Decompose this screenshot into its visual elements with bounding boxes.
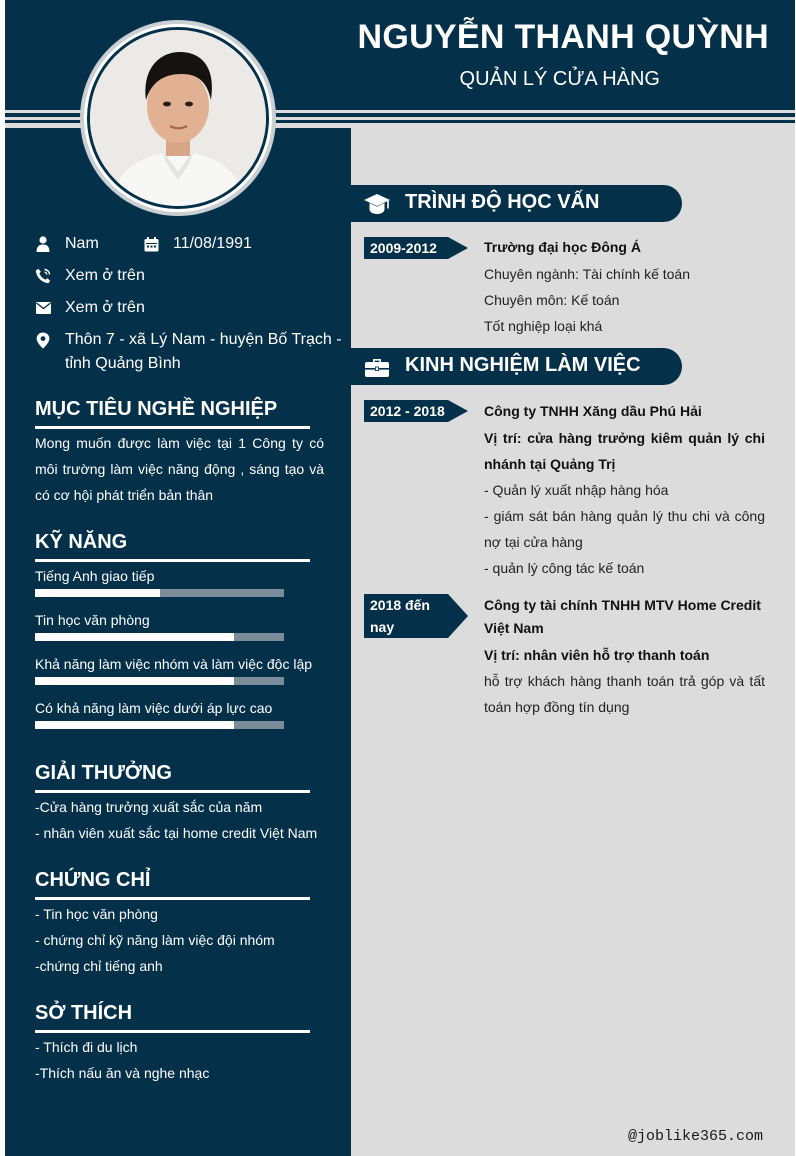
address-row (35, 328, 342, 376)
hobby-item: -Thích nấu ăn và nghe nhạc (35, 1065, 210, 1081)
person-icon (35, 232, 51, 256)
phone-icon (35, 264, 51, 288)
skills-divider (35, 559, 310, 562)
birthdate-value: 11/08/1991 (173, 235, 252, 252)
experience-entry (484, 400, 765, 581)
skill-bar-fill (35, 721, 234, 729)
address-value (65, 328, 342, 376)
certificates-divider (35, 897, 310, 900)
map-pin-icon (35, 328, 51, 352)
job-duty: hỗ trợ khách hàng thanh toán trả góp và tất toán hợp đồng tín dụng (484, 673, 765, 715)
certificate-item: - chứng chỉ kỹ năng làm việc đội nhóm (35, 932, 275, 948)
education-detail: Tốt nghiệp loại khá (484, 318, 603, 334)
objective-text: Mong muốn được làm việc tại 1 Công ty có môi trường làm việc năng động , sáng tạo và có cơ hội phát triển bản thân (35, 435, 324, 503)
hobbies-heading: SỞ THÍCH (35, 1002, 133, 1024)
skill-bar (35, 589, 284, 597)
skill-label: Tin học văn phòng (35, 612, 150, 628)
experience-banner (351, 348, 682, 385)
envelope-icon (35, 296, 51, 320)
skill-bar-fill (35, 633, 234, 641)
hobby-item: - Thích đi du lịch (35, 1039, 138, 1055)
phone-value: Xem ở trên (65, 267, 145, 284)
skill-bar (35, 677, 284, 685)
education-detail: Chuyên ngành: Tài chính kế toán (484, 266, 691, 282)
tag-arrow (448, 400, 468, 422)
experience-heading: KINH NGHIỆM LÀM VIỆC (405, 354, 641, 376)
tag-arrow (448, 594, 468, 638)
email-value: Xem ở trên (65, 299, 145, 316)
calendar-icon (143, 232, 159, 256)
period-label: 2012 - 2018 (364, 400, 448, 422)
hobbies-divider (35, 1030, 310, 1033)
phone-row (35, 264, 145, 288)
graduation-cap-icon (364, 191, 390, 217)
school-name: Trường đại học Đông Á (484, 239, 641, 255)
tag-arrow (448, 237, 468, 259)
education-heading: TRÌNH ĐỘ HỌC VẤN (405, 191, 600, 213)
skills-heading: KỸ NĂNG (35, 531, 128, 553)
education-entry (484, 236, 765, 339)
job-position: Vị trí: nhân viên hỗ trợ thanh toán (484, 647, 710, 663)
job-position: Vị trí: cửa hàng trưởng kiêm quản lý chi nhánh tại Quảng Trị (484, 430, 765, 472)
awards-heading: GIẢI THƯỞNG (35, 762, 172, 784)
objective-heading: MỤC TIÊU NGHỀ NGHIỆP (35, 398, 278, 420)
watermark: @joblike365.com (628, 1128, 764, 1145)
briefcase-icon (364, 354, 390, 380)
skill-label: Tiếng Anh giao tiếp (35, 568, 155, 584)
job-duty: - Quản lý xuất nhập hàng hóa (484, 482, 669, 498)
job-duty: - giám sát bán hàng quản lý thu chi và công nợ tại cửa hàng (484, 508, 765, 550)
skill-label: Có khả năng làm việc dưới áp lực cao (35, 700, 273, 716)
certificate-item: -chứng chỉ tiếng anh (35, 958, 163, 974)
job-title: QUẢN LÝ CỬA HÀNG (459, 68, 660, 90)
objective-divider (35, 426, 310, 429)
skill-bar-fill (35, 589, 160, 597)
skill-bar (35, 721, 284, 729)
company-name: Công ty tài chính TNHH MTV Home Credit Việt Nam (484, 597, 761, 636)
gender-row (35, 232, 99, 256)
skill-label: Khả năng làm việc nhóm và làm việc độc lập (35, 656, 313, 672)
address-line-2: tỉnh Quảng Bình (65, 355, 181, 372)
awards-divider (35, 790, 310, 793)
job-duty: - quản lý công tác kế toán (484, 560, 645, 576)
candidate-name: NGUYỄN THANH QUỲNH (357, 18, 769, 56)
period-label: 2018 đến nay (364, 594, 448, 638)
address-line-1: Thôn 7 - xã Lý Nam - huyện Bố Trạch - (65, 331, 342, 348)
portrait-photo (90, 30, 266, 206)
experience-entry (484, 594, 765, 720)
avatar-frame (80, 20, 276, 216)
education-banner (351, 185, 682, 222)
award-item: - nhân viên xuất sắc tại home credit Việt Nam (35, 825, 318, 841)
award-item: -Cửa hàng trưởng xuất sắc của năm (35, 799, 263, 815)
birthdate-row (143, 232, 252, 256)
company-name: Công ty TNHH Xăng dầu Phú Hải (484, 403, 702, 419)
avatar (90, 30, 266, 206)
skill-bar (35, 633, 284, 641)
period-label: 2009-2012 (364, 237, 448, 259)
gender-value: Nam (65, 235, 99, 252)
certificates-heading: CHỨNG CHỈ (35, 869, 151, 891)
skill-bar-fill (35, 677, 234, 685)
education-detail: Chuyên môn: Kế toán (484, 292, 620, 308)
certificate-item: - Tin học văn phòng (35, 906, 158, 922)
email-row (35, 296, 145, 320)
